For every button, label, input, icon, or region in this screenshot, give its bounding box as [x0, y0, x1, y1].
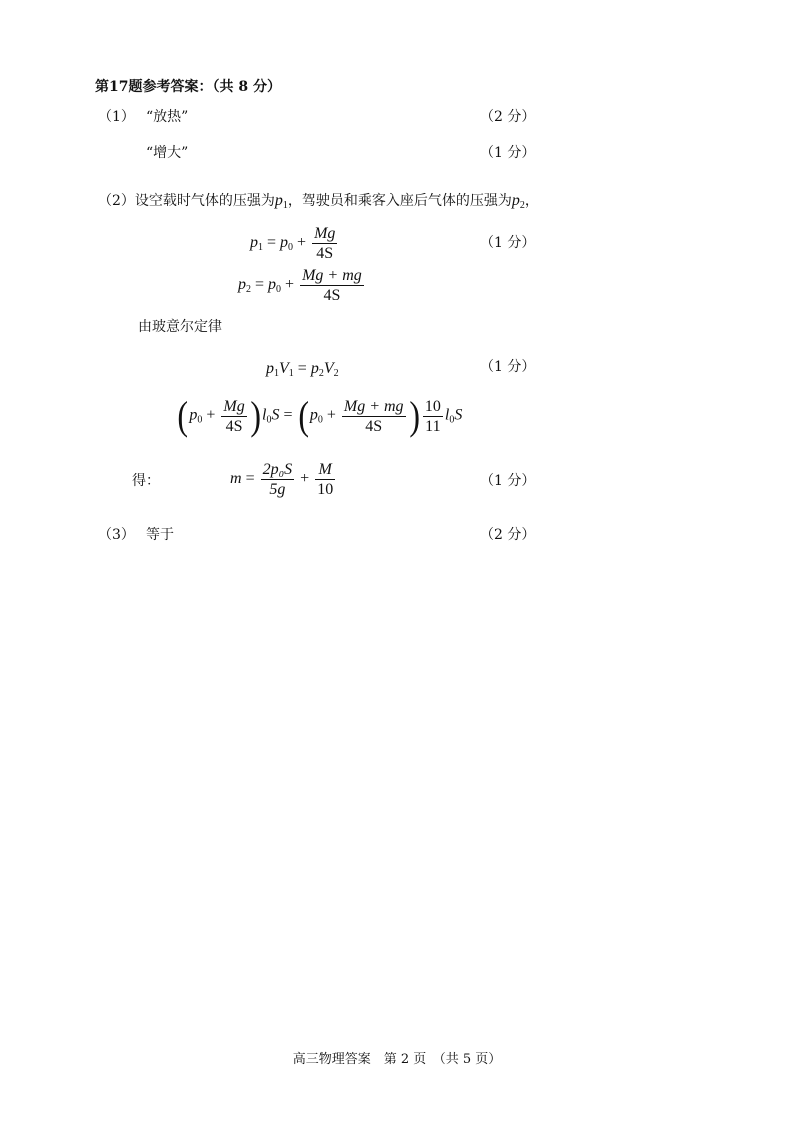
fraction-mg-plus-mg-over-4s: $\frac{Mg + mg}{4S}$ [302, 267, 362, 304]
part3-answer: 等于 [146, 527, 174, 543]
symbol-p1: $p_1$ [274, 192, 288, 211]
part1-score-1: （2 分） [480, 109, 536, 125]
fraction-mg-plus-mg-over-4s-2: $\frac{Mg + mg}{4S}$ [343, 397, 404, 435]
equation-p1-score: （1 分） [480, 235, 536, 251]
boyle-law-label: 由玻意尔定律 [138, 319, 222, 335]
equation-boyle-score: （1 分） [480, 359, 536, 375]
fraction-m-over-10: $\frac{M}{10}$ [317, 461, 334, 498]
equation-boyle: $p_1V_1 = p_2V_2$ [266, 360, 339, 379]
part3-label: （3） [98, 527, 135, 543]
part2-intro-text-b: ，驾驶员和乘客入座后气体的压强为 [287, 193, 512, 209]
part2-intro-text-a: （2）设空载时气体的压强为 [98, 193, 275, 209]
equation-result-score: （1 分） [480, 473, 536, 489]
equation-result: m = $\frac{\text{2p₀S}}{5g}$ + $\frac{M}{10}$ [230, 461, 334, 498]
part1-score-2: （1 分） [480, 145, 536, 161]
fraction-10-over-11: $\frac{10}{11}$ [424, 397, 441, 435]
fraction-mg-over-4s: $\frac{Mg}{4S}$ [314, 225, 336, 262]
equation-p2: $p_2 = p_0$ + $\frac{Mg + mg}{4S}$ [238, 267, 362, 304]
part2-intro [98, 192, 539, 215]
part1-answer-2: “增大” [146, 145, 189, 161]
question-title: 第17题参考答案：（共 8 分） [95, 79, 281, 95]
page-footer: 高三物理答案 第 2 页 （共 5 页） [292, 1052, 502, 1067]
equation-expanded: ($p_0$ + $\frac{Mg}{4S}$ )$l_0S = (p_0$ + $\frac{Mg + mg}{4S}$ ) $\frac{10}{11}$ $l_0S$ [177, 393, 463, 438]
fraction-mg-over-4s-2: $\frac{Mg}{4S}$ [223, 397, 245, 435]
part2-intro-text-c: ， [524, 193, 539, 209]
symbol-p2: $p_2$ [511, 192, 525, 211]
fraction-2p0s-over-5g: $\frac{\text{2p₀S}}{5g}$ [262, 461, 293, 498]
result-label: 得： [132, 473, 160, 489]
part1-answer-1: “放热” [146, 109, 189, 125]
part3-score: （2 分） [480, 527, 536, 543]
part1-label: （1） [98, 109, 135, 125]
equation-p1: $p_1 = p_0$ + $\frac{Mg}{4S}$ [250, 225, 336, 262]
